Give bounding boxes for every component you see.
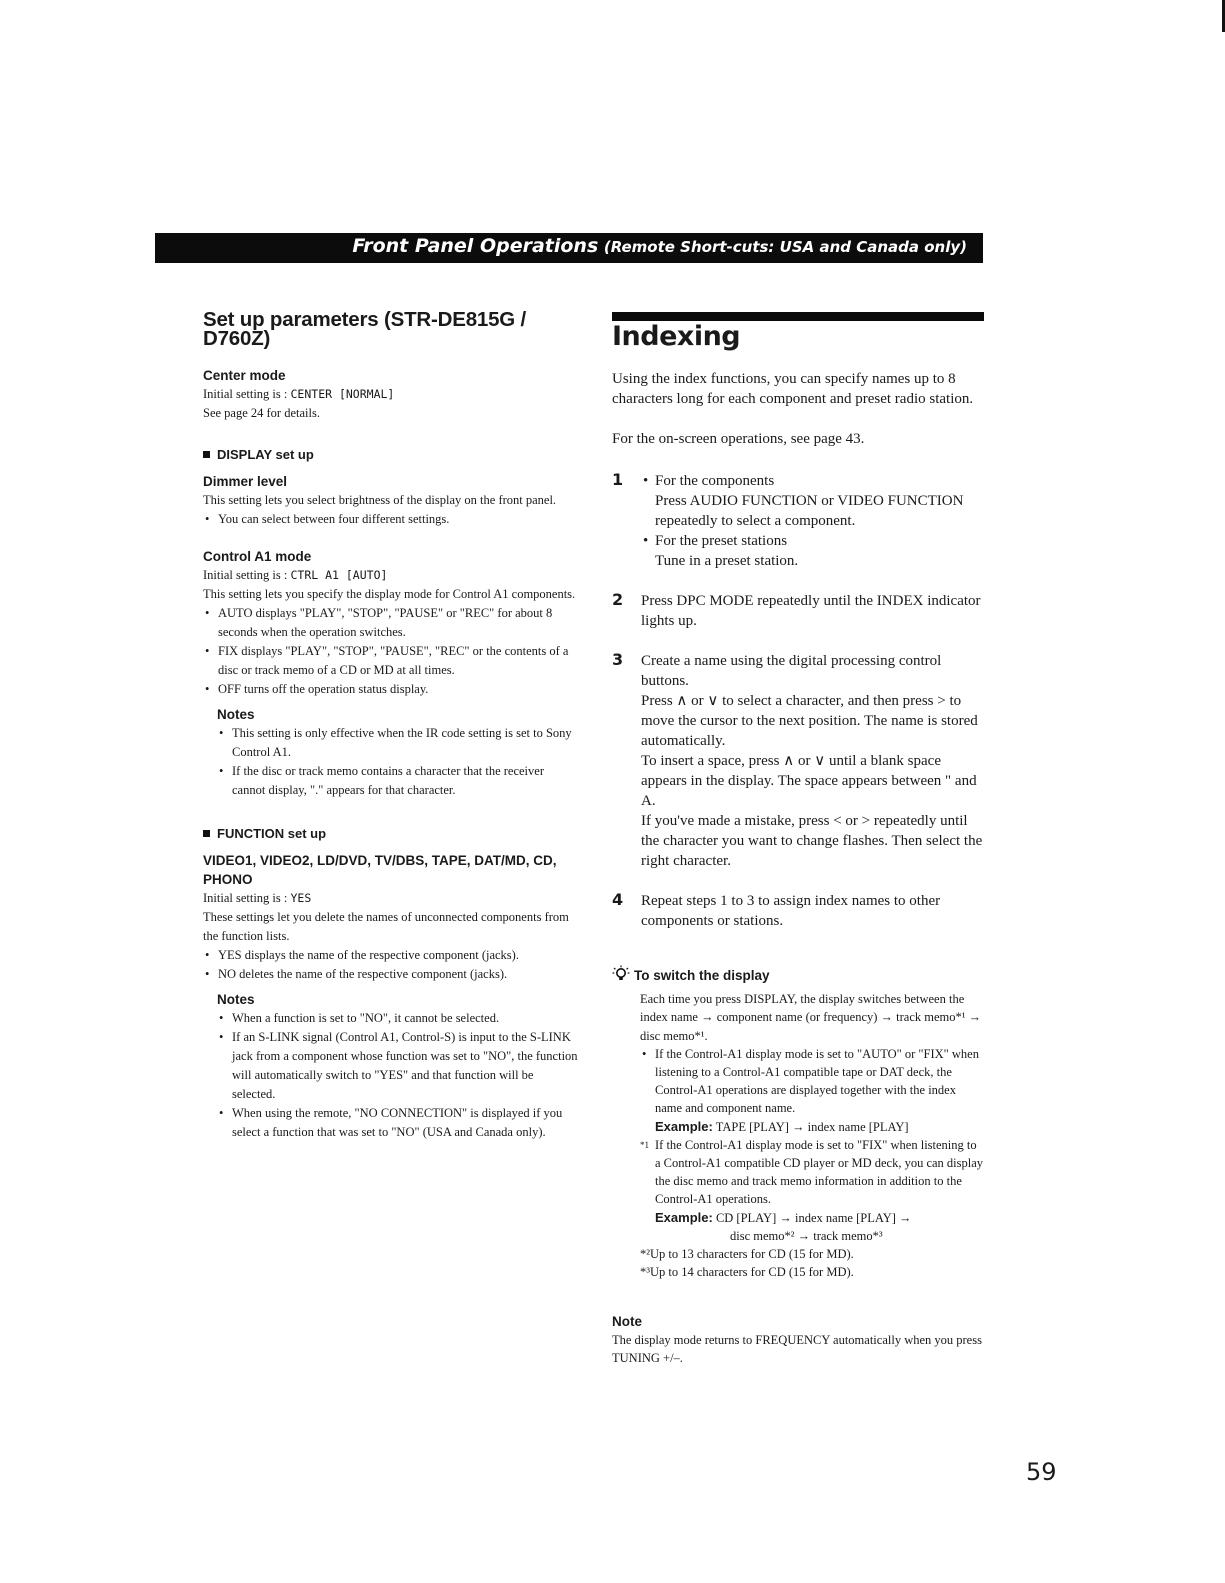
tip-block	[612, 965, 984, 1281]
step-2	[612, 591, 984, 631]
list-item: • OFF turns off the operation status display.	[203, 680, 578, 699]
step-number: 2	[612, 590, 624, 609]
note-item: • This setting is only effective when the IR code setting is set to Sony Control A1.	[217, 724, 578, 762]
step-number: 3	[612, 650, 624, 669]
banner-subtitle: (Remote Short-cuts: USA and Canada only)	[603, 238, 967, 256]
note-item: • When a function is set to "NO", it cannot be selected.	[217, 1009, 578, 1028]
tip-body	[612, 990, 984, 1281]
control-a1-block	[203, 547, 578, 800]
list-item: • NO deletes the name of the respective component (jacks).	[203, 965, 578, 984]
step-1	[612, 471, 984, 571]
step-2-text: Press DPC MODE repeatedly until the INDEX indicator lights up.	[641, 593, 981, 629]
tip-footnote-2: *²Up to 13 characters for CD (15 for MD).	[640, 1247, 854, 1262]
list-item: • FIX displays "PLAY", "STOP", "PAUSE", "REC" or the contents of a disc or track memo of a CD or MD at all times.	[203, 642, 578, 680]
notes-title: Notes	[217, 992, 255, 1007]
left-column	[203, 310, 578, 1142]
control-a1-initial: Initial setting is : CTRL A1 [AUTO]	[203, 568, 388, 582]
center-mode-see: See page 24 for details.	[203, 406, 320, 420]
tip-example-2-cont: disc memo*² → track memo*³	[730, 1228, 883, 1243]
tip-example-2: Example: CD [PLAY] → index name [PLAY] →	[655, 1209, 912, 1225]
dimmer-title: Dimmer level	[203, 474, 288, 489]
right-column	[612, 312, 984, 1367]
control-a1-notes	[217, 705, 578, 800]
step-3-text-1: Create a name using the digital processing control buttons.	[641, 653, 942, 689]
dimmer-block	[203, 472, 578, 529]
step-1-bullet-presets: • For the preset stations	[641, 531, 984, 551]
tip-footnote-1: *1 If the Control-A1 display mode is set to "FIX" when listening to a Control-A1 compatible CD player or MD deck, you can display the disc memo and track memo information in addition to the Control-A1 operations.	[640, 1137, 984, 1207]
step-3-text-3: To insert a space, press ∧ or ∨ until a blank space appears in the display. The space appears between " and A.	[641, 753, 977, 809]
control-a1-title: Control A1 mode	[203, 549, 312, 564]
section-banner	[155, 233, 983, 263]
square-bullet-icon	[203, 451, 210, 458]
step-3	[612, 651, 984, 871]
lightbulb-icon	[612, 965, 634, 988]
step-3-text-2: Press ∧ or ∨ to select a character, and then press > to move the cursor to the next position. The name is stored automatically.	[641, 693, 978, 749]
tip-title: To switch the display	[612, 965, 984, 988]
note-block	[612, 1313, 984, 1367]
step-4-text: Repeat steps 1 to 3 to assign index names to other components or stations.	[641, 893, 941, 929]
list-item: • YES displays the name of the respective component (jacks).	[203, 946, 578, 965]
onscreen-ref: For the on-screen operations, see page 43.	[612, 431, 865, 447]
banner-title: Front Panel Operations	[352, 235, 599, 257]
center-mode-block	[203, 366, 578, 423]
page-number: 59	[1026, 1458, 1057, 1486]
step-4	[612, 891, 984, 931]
square-bullet-icon	[203, 830, 210, 837]
step-number: 4	[612, 890, 624, 909]
function-setup-title: FUNCTION set up	[203, 824, 578, 843]
tip-bullet: • If the Control-A1 display mode is set to "AUTO" or "FIX" when listening to a Control-A1 compatible tape or DAT deck, the Control-A1 operations are displayed together with the index name and component name.	[640, 1045, 984, 1118]
setup-heading: Set up parameters (STR-DE815G / D760Z)	[203, 308, 527, 350]
note-item: • If an S-LINK signal (Control A1, Control-S) is input to the S-LINK jack from a component whose function was set to "NO", the function will automatically switch to "YES" and that function will be selected.	[217, 1028, 578, 1104]
note-item: • When using the remote, "NO CONNECTION" is displayed if you select a function that was set to "NO" (USA and Canada only).	[217, 1104, 578, 1142]
step-1-bullet-components: • For the components	[641, 471, 984, 491]
function-sub-title: VIDEO1, VIDEO2, LD/DVD, TV/DBS, TAPE, DAT/MD, CD, PHONO	[203, 853, 557, 887]
step-3-text-4: If you've made a mistake, press < or > repeatedly until the character you want to change flashes. Then select the right character.	[641, 813, 983, 869]
step-1-presets-text: Tune in a preset station.	[655, 553, 799, 569]
center-mode-initial: Initial setting is : CENTER [NORMAL]	[203, 387, 395, 401]
indexing-intro: Using the index functions, you can specify names up to 8 characters long for each component and preset radio station.	[612, 371, 974, 407]
note-title: Note	[612, 1314, 642, 1330]
note-item: • If the disc or track memo contains a character that the receiver cannot display, "." appears for that character.	[217, 762, 578, 800]
notes-title: Notes	[217, 707, 255, 722]
step-1-components-text: Press AUDIO FUNCTION or VIDEO FUNCTION repeatedly to select a component.	[655, 493, 964, 529]
function-setup-block	[203, 851, 578, 1142]
tip-example-1: Example: TAPE [PLAY] → index name [PLAY]	[655, 1118, 909, 1134]
dimmer-bullet: • You can select between four different settings.	[203, 510, 578, 529]
function-notes	[217, 990, 578, 1142]
function-initial: Initial setting is : YES	[203, 891, 312, 905]
tip-footnote-3: *³Up to 14 characters for CD (15 for MD).	[640, 1265, 854, 1280]
dimmer-text: This setting lets you select brightness of the display on the front panel.	[203, 493, 557, 507]
tip-text: Each time you press DISPLAY, the display switches between the index name → component name (or frequency) → track memo*¹ → disc memo*¹.	[640, 992, 982, 1043]
list-item: • AUTO displays "PLAY", "STOP", "PAUSE" or "REC" for about 8 seconds when the operation switches.	[203, 604, 578, 642]
step-number: 1	[612, 470, 624, 489]
heading-rule	[612, 312, 984, 321]
center-mode-title: Center mode	[203, 368, 286, 383]
control-a1-text: This setting lets you specify the display mode for Control A1 components.	[203, 587, 576, 601]
display-setup-title: DISPLAY set up	[203, 445, 578, 464]
note-text: The display mode returns to FREQUENCY automatically when you press TUNING +/–.	[612, 1333, 982, 1366]
function-text: These settings let you delete the names of unconnected components from the function lists.	[203, 910, 569, 943]
indexing-heading: Indexing	[612, 321, 741, 352]
